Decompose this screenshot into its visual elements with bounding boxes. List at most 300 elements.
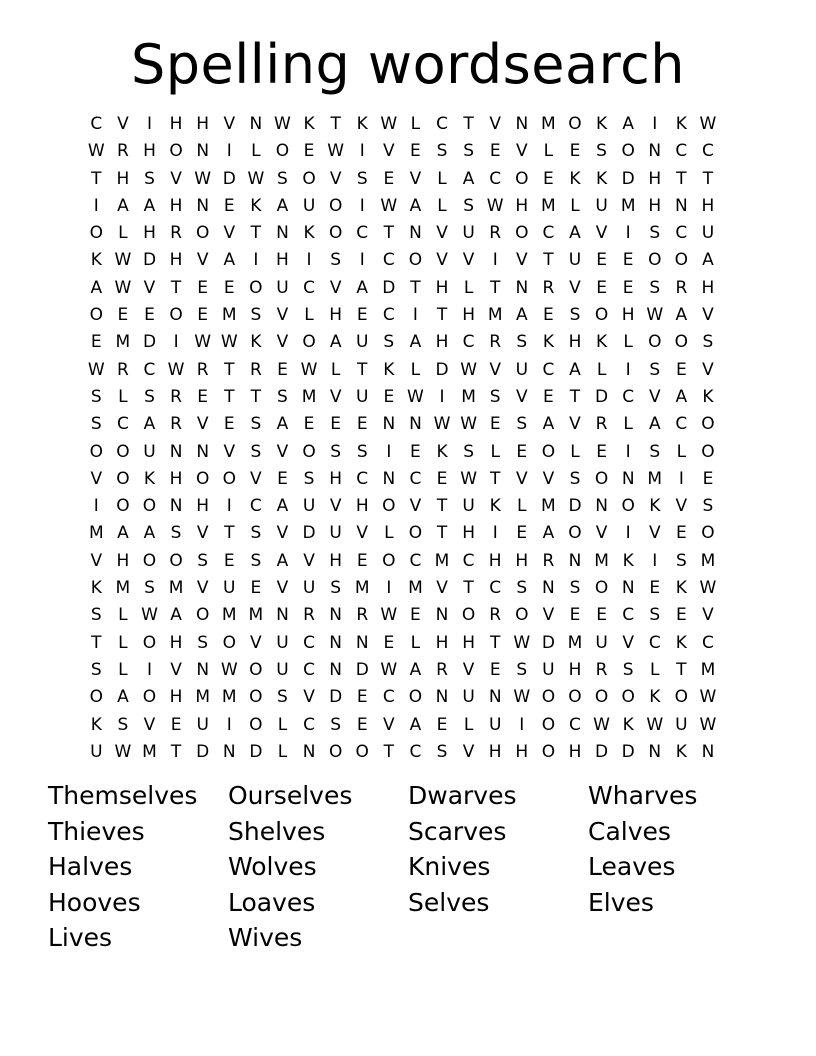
grid-letter: V [462, 741, 475, 762]
grid-letter: O [116, 496, 130, 517]
grid-letter: E [197, 386, 209, 407]
grid-letter: S [516, 659, 528, 680]
grid-letter: U [90, 741, 103, 762]
grid-letter: C [569, 714, 581, 735]
grid-letter: S [463, 441, 474, 462]
grid-letter: A [409, 714, 422, 735]
grid-letter: E [543, 168, 554, 189]
grid-letter: T [490, 277, 501, 298]
grid-letter: A [143, 523, 156, 544]
grid-letter: W [380, 659, 398, 680]
grid-letter: W [380, 605, 398, 626]
grid-letter: O [302, 441, 316, 462]
grid-letter: K [90, 578, 102, 599]
grid-letter: H [568, 741, 582, 762]
grid-letter: O [701, 523, 715, 544]
grid-letter: K [675, 114, 687, 134]
grid-letter: O [249, 659, 263, 680]
grid-letter: R [170, 223, 182, 244]
grid-letter: U [356, 386, 369, 407]
grid-letter: I [625, 523, 631, 544]
grid-letter: N [648, 141, 662, 162]
grid-letter: O [594, 687, 609, 708]
grid-letter: W [220, 332, 238, 353]
grid-letter: T [463, 578, 474, 599]
grid-letter: M [647, 468, 663, 489]
grid-letter: C [303, 714, 315, 735]
grid-letter: T [170, 277, 182, 298]
grid-letter: S [144, 386, 155, 407]
grid-letter: N [382, 414, 396, 435]
grid-letter: H [648, 195, 662, 216]
grid-letter: I [146, 114, 152, 134]
grid-letter: C [675, 223, 688, 244]
grid-letter: W [114, 741, 132, 762]
grid-letter: E [170, 714, 182, 735]
grid-letter: E [569, 141, 581, 162]
grid-letter: U [143, 441, 156, 462]
grid-letter: M [221, 687, 237, 708]
grid-letter: S [702, 332, 714, 353]
grid-letter: W [300, 359, 318, 380]
grid-letter: E [356, 550, 368, 571]
grid-letter: O [461, 605, 476, 626]
grid-letter: O [89, 305, 103, 326]
grid-letter: V [383, 714, 395, 735]
grid-letter: K [250, 195, 262, 216]
grid-letter: M [487, 305, 503, 326]
grid-letter: H [116, 168, 130, 189]
grid-letter: E [596, 277, 607, 298]
grid-letter: C [116, 414, 129, 435]
grid-letter: N [435, 687, 449, 708]
grid-letter: V [196, 578, 209, 599]
grid-letter: U [542, 659, 555, 680]
grid-letter: K [702, 386, 714, 407]
grid-letter: U [302, 195, 316, 216]
grid-letter: E [383, 386, 395, 407]
grid-letter: V [595, 523, 608, 544]
grid-letter: A [409, 332, 422, 353]
grid-letter: D [595, 386, 609, 407]
grid-letter: O [648, 332, 662, 353]
grid-letter: A [143, 414, 156, 435]
grid-letter: E [383, 168, 395, 189]
grid-letter: E [489, 414, 501, 435]
grid-letter: V [675, 496, 688, 517]
grid-letter: E [144, 305, 155, 326]
grid-letter: O [648, 250, 662, 271]
grid-letter: A [276, 195, 289, 216]
grid-letter: M [434, 550, 450, 571]
grid-letter: S [277, 386, 288, 407]
grid-letter: O [222, 632, 236, 653]
grid-letter: L [676, 441, 687, 462]
grid-letter: A [409, 659, 422, 680]
grid-letter: C [409, 550, 422, 571]
grid-letter: N [701, 741, 715, 762]
grid-letter: I [359, 250, 365, 271]
grid-letter: S [356, 441, 368, 462]
grid-letter: R [170, 386, 182, 407]
grid-letter: O [541, 687, 556, 708]
grid-letter: E [569, 605, 581, 626]
grid-letter: E [223, 550, 235, 571]
grid-letter: M [541, 195, 556, 216]
grid-letter: V [569, 414, 581, 435]
grid-letter: I [625, 359, 631, 380]
grid-letter: H [515, 550, 529, 571]
grid-letter: O [116, 468, 130, 489]
grid-letter: E [489, 659, 501, 680]
grid-letter: L [277, 714, 288, 735]
grid-letter: E [197, 277, 209, 298]
grid-letter: M [142, 741, 157, 762]
grid-letter: E [622, 250, 634, 271]
grid-letter: K [596, 114, 608, 134]
grid-letter: R [116, 141, 129, 162]
grid-letter: H [515, 741, 529, 762]
grid-letter: W [646, 714, 664, 735]
grid-letter: A [117, 195, 129, 216]
grid-letter: I [226, 714, 232, 735]
grid-letter: T [490, 632, 501, 653]
grid-letter: T [224, 359, 235, 380]
grid-letter: A [675, 386, 688, 407]
grid-letter: N [329, 659, 342, 680]
grid-letter: C [542, 359, 555, 380]
grid-letter: E [675, 605, 687, 626]
grid-letter: L [437, 168, 447, 189]
grid-letter: H [329, 468, 343, 489]
grid-letter: E [596, 250, 607, 271]
grid-letter: M [700, 659, 716, 680]
grid-letter: K [675, 741, 687, 762]
grid-letter: V [409, 168, 422, 189]
grid-letter: H [648, 168, 662, 189]
grid-letter: W [167, 359, 185, 380]
grid-letter: C [462, 550, 475, 571]
grid-letter: R [489, 223, 502, 244]
grid-letter: H [355, 496, 369, 517]
grid-letter: K [90, 250, 102, 271]
grid-letter: C [143, 359, 156, 380]
grid-letter: A [542, 523, 555, 544]
grid-letter: O [195, 223, 210, 244]
grid-letter: S [596, 141, 607, 162]
grid-letter: S [197, 550, 209, 571]
grid-letter: S [702, 496, 714, 517]
grid-letter: T [436, 496, 448, 517]
grid-letter: L [596, 359, 607, 380]
grid-letter: S [516, 332, 528, 353]
grid-letter: T [702, 168, 714, 189]
grid-letter: V [436, 578, 448, 599]
grid-letter: U [488, 714, 502, 735]
grid-letter: W [460, 359, 478, 380]
grid-letter: S [170, 523, 182, 544]
grid-letter: L [118, 659, 128, 680]
grid-letter: K [436, 441, 448, 462]
grid-letter: S [516, 414, 528, 435]
word-list-item: Wives [228, 923, 303, 953]
grid-letter: E [622, 277, 634, 298]
grid-letter: N [222, 741, 236, 762]
grid-letter: H [435, 277, 449, 298]
grid-letter: S [649, 223, 661, 244]
grid-letter: S [117, 714, 129, 735]
grid-letter: V [90, 468, 103, 489]
grid-letter: C [648, 632, 661, 653]
grid-letter: S [303, 468, 315, 489]
grid-letter: O [355, 741, 369, 762]
grid-letter: S [330, 250, 342, 271]
grid-letter: O [515, 168, 529, 189]
grid-letter: C [489, 578, 502, 599]
grid-letter: W [274, 114, 291, 134]
grid-letter: S [330, 441, 342, 462]
grid-letter: W [114, 277, 132, 298]
grid-letter: M [88, 523, 104, 544]
grid-letter: N [542, 578, 555, 599]
grid-letter: A [409, 195, 422, 216]
grid-letter: D [621, 741, 635, 762]
grid-letter: U [568, 250, 582, 271]
grid-letter: O [701, 414, 715, 435]
grid-letter: K [489, 496, 501, 517]
grid-letter: H [169, 468, 183, 489]
grid-letter: M [354, 578, 370, 599]
grid-letter: O [674, 332, 689, 353]
grid-letter: L [543, 141, 554, 162]
grid-letter: N [621, 578, 635, 599]
grid-letter: V [515, 141, 528, 162]
grid-letter: N [355, 632, 369, 653]
grid-letter: T [91, 632, 102, 653]
grid-letter: I [226, 141, 232, 162]
grid-letter: R [542, 550, 555, 571]
grid-letter: A [702, 250, 714, 271]
grid-letter: U [701, 223, 715, 244]
grid-letter: A [276, 496, 289, 517]
grid-letter: V [276, 441, 289, 462]
grid-letter: W [513, 687, 531, 708]
grid-letter: O [328, 741, 343, 762]
grid-letter: M [620, 195, 636, 216]
grid-letter: O [142, 687, 157, 708]
grid-letter: O [89, 223, 103, 244]
grid-letter: L [277, 741, 288, 762]
grid-letter: M [461, 386, 476, 407]
grid-letter: W [114, 250, 132, 271]
grid-letter: N [435, 605, 449, 626]
grid-letter: C [622, 605, 635, 626]
grid-letter: V [542, 605, 555, 626]
grid-letter: E [197, 305, 209, 326]
grid-letter: H [701, 277, 715, 298]
grid-letter: U [223, 578, 236, 599]
grid-letter: E [277, 359, 288, 380]
grid-letter: M [567, 632, 583, 653]
word-list-item: Hooves [48, 887, 141, 917]
grid-letter: T [676, 659, 687, 680]
grid-letter: V [303, 687, 315, 708]
grid-letter: W [141, 605, 158, 626]
grid-letter: O [594, 305, 609, 326]
grid-letter: V [515, 386, 528, 407]
grid-letter: V [143, 714, 156, 735]
grid-letter: S [675, 550, 687, 571]
grid-letter: A [223, 250, 236, 271]
grid-letter: R [196, 359, 209, 380]
grid-letter: S [90, 414, 102, 435]
grid-letter: O [594, 468, 609, 489]
grid-letter: H [329, 305, 343, 326]
grid-letter: S [250, 550, 262, 571]
grid-letter: V [436, 250, 448, 271]
grid-letter: A [462, 168, 475, 189]
grid-letter: L [623, 332, 633, 353]
grid-letter: A [356, 277, 369, 298]
grid-letter: S [250, 523, 262, 544]
grid-letter: I [173, 332, 179, 353]
grid-letter: E [330, 414, 342, 435]
grid-letter: H [329, 550, 343, 571]
grid-letter: L [384, 523, 394, 544]
grid-letter: L [650, 659, 660, 680]
grid-letter: O [195, 468, 210, 489]
word-list-item: Calves [588, 816, 671, 846]
grid-letter: M [115, 332, 131, 353]
grid-letter: H [488, 741, 502, 762]
grid-letter: C [303, 277, 315, 298]
grid-letter: U [675, 714, 688, 735]
grid-letter: S [569, 578, 581, 599]
grid-letter: S [90, 659, 102, 680]
grid-letter: S [356, 168, 368, 189]
grid-letter: N [382, 468, 396, 489]
grid-letter: C [489, 168, 502, 189]
grid-letter: U [515, 359, 529, 380]
grid-letter: O [701, 441, 715, 462]
grid-letter: M [195, 687, 210, 708]
grid-letter: C [90, 114, 103, 134]
grid-letter: S [649, 441, 661, 462]
grid-letter: H [169, 632, 183, 653]
grid-letter: N [621, 468, 635, 489]
grid-letter: K [143, 468, 156, 489]
grid-letter: M [700, 550, 716, 571]
grid-letter: K [250, 332, 262, 353]
grid-letter: R [116, 359, 129, 380]
grid-letter: H [488, 550, 502, 571]
grid-letter: I [492, 523, 498, 544]
grid-letter: H [169, 195, 183, 216]
grid-letter: O [621, 687, 635, 708]
grid-letter: S [144, 168, 155, 189]
grid-letter: I [386, 441, 392, 462]
grid-letter: K [596, 168, 608, 189]
grid-letter: T [436, 523, 448, 544]
grid-letter: O [249, 277, 263, 298]
word-list-item: Knives [408, 852, 491, 882]
grid-letter: S [330, 714, 342, 735]
grid-letter: V [436, 223, 448, 244]
grid-letter: W [194, 332, 212, 353]
grid-letter: V [170, 168, 182, 189]
grid-letter: K [303, 223, 315, 244]
grid-letter: D [541, 632, 555, 653]
grid-letter: E [675, 523, 687, 544]
grid-letter: E [223, 414, 235, 435]
grid-letter: C [356, 223, 369, 244]
grid-letter: C [356, 468, 369, 489]
grid-letter: V [276, 332, 289, 353]
grid-letter: U [276, 632, 289, 653]
grid-letter: I [253, 250, 259, 271]
grid-letter: W [380, 114, 398, 134]
grid-letter: D [355, 659, 369, 680]
grid-letter: C [702, 141, 714, 162]
grid-letter: L [251, 141, 261, 162]
grid-letter: O [142, 632, 157, 653]
grid-letter: O [195, 605, 210, 626]
grid-letter: E [117, 305, 129, 326]
grid-letter: N [196, 195, 210, 216]
grid-letter: N [276, 223, 289, 244]
grid-letter: O [89, 687, 103, 708]
grid-letter: L [410, 114, 421, 134]
grid-letter: E [410, 605, 421, 626]
grid-letter: V [409, 496, 422, 517]
grid-letter: O [541, 441, 556, 462]
grid-letter: L [463, 714, 474, 735]
grid-letter: O [116, 441, 130, 462]
grid-letter: S [436, 741, 448, 762]
grid-letter: N [329, 605, 342, 626]
grid-letter: O [408, 250, 423, 271]
grid-letter: S [250, 441, 262, 462]
grid-letter: E [356, 714, 368, 735]
grid-letter: L [570, 195, 580, 216]
grid-letter: V [569, 277, 581, 298]
grid-letter: L [437, 195, 447, 216]
grid-letter: W [460, 414, 478, 435]
grid-letter: U [302, 578, 316, 599]
grid-letter: L [623, 414, 633, 435]
grid-letter: E [649, 578, 661, 599]
grid-letter: R [356, 605, 369, 626]
grid-letter: K [383, 359, 395, 380]
grid-letter: A [569, 223, 581, 244]
grid-letter: W [247, 168, 265, 189]
grid-letter: W [87, 359, 105, 380]
grid-letter: K [596, 332, 608, 353]
grid-letter: O [328, 195, 343, 216]
grid-letter: R [303, 605, 315, 626]
grid-letter: S [622, 659, 634, 680]
grid-letter: D [249, 741, 263, 762]
grid-letter: T [676, 168, 687, 189]
grid-letter: W [699, 114, 717, 134]
grid-letter: L [490, 441, 500, 462]
grid-letter: I [652, 114, 658, 134]
grid-letter: E [436, 714, 448, 735]
grid-letter: A [329, 332, 342, 353]
grid-letter: L [570, 441, 580, 462]
grid-letter: W [699, 687, 717, 708]
grid-letter: I [492, 250, 498, 271]
